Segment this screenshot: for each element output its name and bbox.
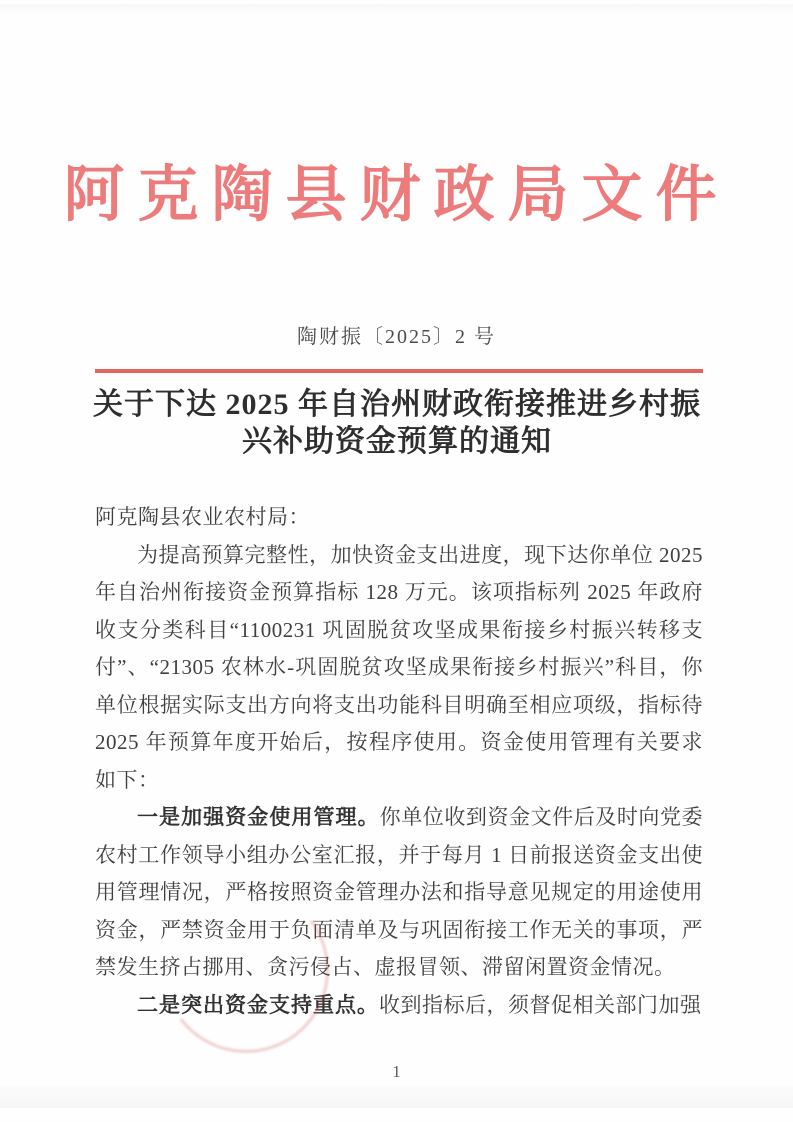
paragraph-point-1-lead: 一是加强资金使用管理。 bbox=[137, 806, 380, 829]
salutation: 阿克陶县农业农村局： bbox=[95, 505, 310, 529]
paragraph-intro bbox=[95, 537, 703, 800]
paragraph-point-1-text: 你单位收到资金文件后及时向党委农村工作领导小组办公室汇报，并于每月 1 日前报送资金支出使用管理情况，严格按照资金管理办法和指导意见规定的用途使用资金，严禁资金用于负面清单及与巩固衔接工作无关的事项，严禁发生挤占挪用、贪污侵占、虚报冒领、滞留闲置资金情况。 bbox=[95, 805, 704, 979]
paragraph-point-2-text: 收到指标后，须督促相关部门加强 bbox=[379, 992, 702, 1017]
scan-artifact-bottom bbox=[0, 1086, 793, 1108]
agency-header-title: 阿克陶县财政局文件 bbox=[63, 162, 730, 229]
document-title-line-1: 关于下达 2025 年自治州财政衔接推进乡村振 bbox=[93, 388, 701, 421]
document-title bbox=[47, 386, 747, 460]
scan-artifact-top bbox=[0, 4, 793, 14]
paragraph-intro-text: 为提高预算完整性，加快资金支出进度，现下达你单位 2025 年自治州衔接资金预算指标 128 万元。该项指标列 2025 年政府收支分类科目“1100231 巩固脱贫攻坚成果衔接乡村振兴转移支付”、“21305 农林水-巩固脱贫攻坚成果衔接乡村振兴”科目，你单位根据实际支出方向将支出功能科目明确至相应项级，指标待 2025 年预算年度开始后，按程序使用。资金使用管理有关要求如下： bbox=[95, 542, 703, 792]
red-divider-rule bbox=[95, 369, 703, 373]
page-number: 1 bbox=[392, 1062, 401, 1081]
paragraph-point-2-lead: 二是突出资金支持重点。 bbox=[137, 993, 379, 1017]
document-title-line-2: 兴补助资金预算的通知 bbox=[242, 425, 552, 458]
document-number: 陶财振〔2025〕2 号 bbox=[297, 326, 496, 348]
